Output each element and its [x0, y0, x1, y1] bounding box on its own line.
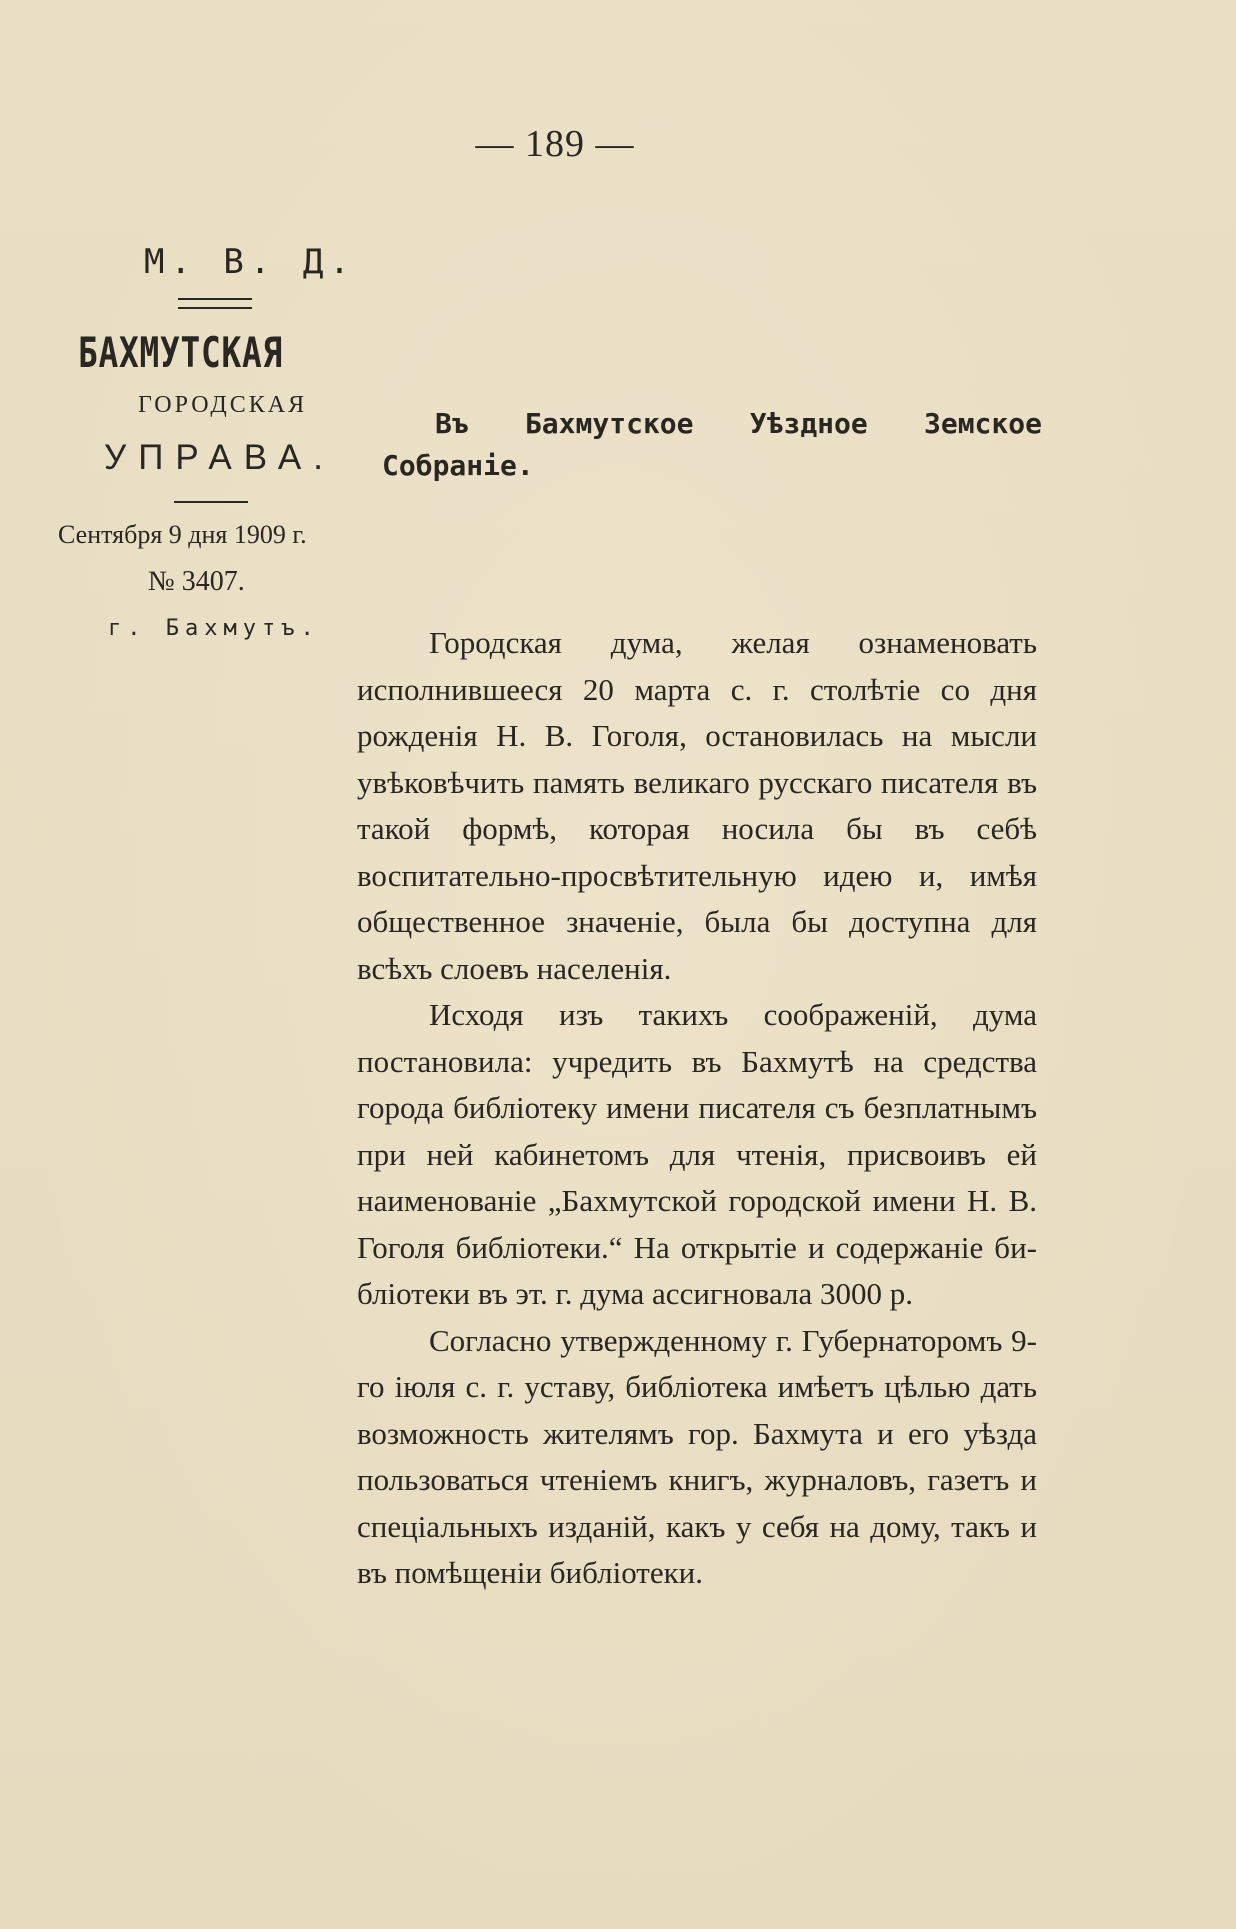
letter-date: Сентября 9 дня 1909 г. — [58, 520, 307, 549]
letterhead-double-rule — [178, 298, 252, 309]
organization-name: БАХМУТСКАЯ — [78, 328, 284, 377]
letter-town: г. Бахмутъ. — [108, 616, 320, 641]
page-number: — 189 — — [475, 123, 635, 165]
body-paragraph-2: Исходя изъ такихъ соображеній, дума постановила: учредить въ Бахмутѣ на средства города библіотеку имени писателя съ безплатнымъ при ней кабинетомъ для чтенія, присвоивъ ей наименованіе „Бахмутской городской имени Н. В. Гоголя библіотеки.“ На открытіе и содержаніе библіотеки въ эт. г. дума ассигновала 3000 р. — [357, 997, 1037, 1311]
organization-subtitle: ГОРОДСКАЯ — [138, 392, 308, 418]
letter-number: № 3407. — [148, 566, 245, 597]
letterhead-rule — [174, 501, 248, 503]
organization-type: УПРАВА. — [104, 438, 335, 477]
addressee-line-1: Въ Бахмутское Уѣздное Земское — [435, 407, 1042, 440]
letter-body — [357, 620, 1037, 1597]
body-paragraph-1: Городская дума, желая ознаменовать исполнившееся 20 марта с. г. столѣтіе со дня рожденія Н. В. Гоголя, остановилась на мысли увѣковѣчить память великаго русскаго писателя въ такой формѣ, которая носила бы въ себѣ воспитательно-просвѣтительную идею и, имѣя общественное значеніе, была бы доступна для всѣхъ слоевъ населенія. — [357, 625, 1037, 986]
addressee — [382, 403, 1042, 487]
ministry-label: М. В. Д. — [144, 242, 356, 282]
addressee-line-2: Собраніе. — [382, 449, 534, 482]
body-paragraph-3: Согласно утвержденному г. Губернаторомъ 9-го іюля с. г. уставу, библіотека имѣетъ цѣлью дать возможность жителямъ гор. Бахмута и его уѣзда пользоваться чтеніемъ книгъ, журналовъ, газетъ и спеціальныхъ изданій, какъ у себя на дому, такъ и въ помѣщеніи библіотеки. — [357, 1322, 1037, 1590]
